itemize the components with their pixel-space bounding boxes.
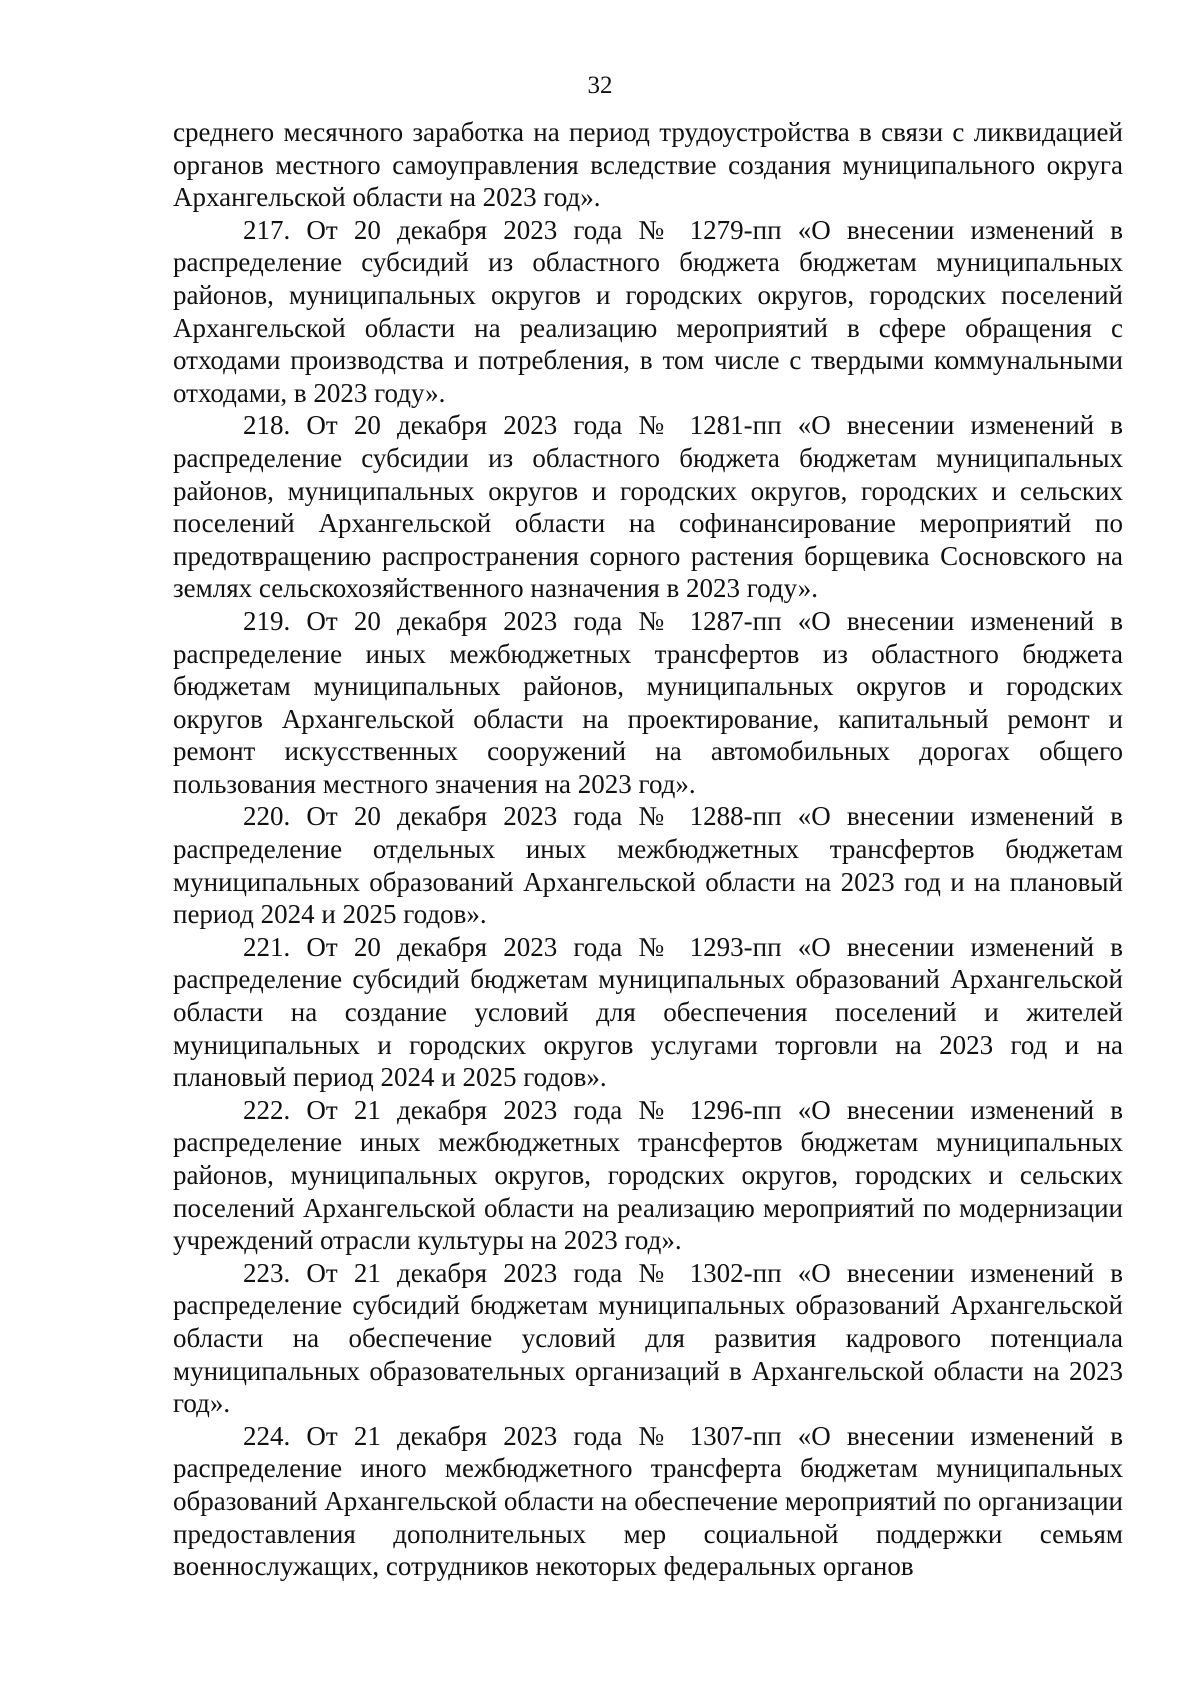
paragraph-item-218: 218. От 20 декабря 2023 года № 1281-пп «О внесении изменений в распределение субсидии из областного бюджета бюджетам муниципальных районов, муниципальных округов и городских округов, городских и сельских поселений Архангельской области на софинансирование мероприятий по предотвращению распространения сорного растения борщевика Сосновского на землях сельскохозяйственного назначения в 2023 году». bbox=[173, 410, 1123, 604]
page-number: 32 bbox=[587, 72, 613, 99]
paragraph-item-221: 221. От 20 декабря 2023 года № 1293-пп «О внесении изменений в распределение субсидий бюджетам муниципальных образований Архангельской области на создание условий для обеспечения поселений и жителей муниципальных и городских округов услугами торговли на 2023 год и на плановый период 2024 и 2025 годов». bbox=[173, 931, 1123, 1093]
paragraph-item-217: 217. От 20 декабря 2023 года № 1279-пп «О внесении изменений в распределение субсидий из областного бюджета бюджетам муниципальных районов, муниципальных округов и городских округов, городских поселений Архангельской области на реализацию мероприятий в сфере обращения с отходами производства и потребления, в том числе с твердыми коммунальными отходами, в 2023 году». bbox=[173, 214, 1123, 408]
paragraph-item-220: 220. От 20 декабря 2023 года № 1288-пп «О внесении изменений в распределение отдельных иных межбюджетных трансфертов бюджетам муниципальных образований Архангельской области на 2023 год и на плановый период 2024 и 2025 годов». bbox=[173, 801, 1123, 930]
document-body bbox=[173, 116, 1123, 1583]
paragraph-item-223: 223. От 21 декабря 2023 года № 1302-пп «О внесении изменений в распределение субсидий бюджетам муниципальных образований Архангельской области на обеспечение условий для развития кадрового потенциала муниципальных образовательных организаций в Архангельской области на 2023 год». bbox=[173, 1257, 1123, 1419]
paragraph-item-219: 219. От 20 декабря 2023 года № 1287-пп «О внесении изменений в распределение иных межбюджетных трансфертов из областного бюджета бюджетам муниципальных районов, муниципальных округов и городских округов Архангельской области на проектирование, капитальный ремонт и ремонт искусственных сооружений на автомобильных дорогах общего пользования местного значения на 2023 год». bbox=[173, 605, 1123, 799]
paragraph-continuation: среднего месячного заработка на период трудоустройства в связи с ликвидацией органов местного самоуправления вследствие создания муниципального округа Архангельской области на 2023 год». bbox=[173, 117, 1123, 213]
paragraph-item-222: 222. От 21 декабря 2023 года № 1296-пп «О внесении изменений в распределение иных межбюджетных трансфертов бюджетам муниципальных районов, муниципальных округов, городских округов, городских и сельских поселений Архангельской области на реализацию мероприятий по модернизации учреждений отрасли культуры на 2023 год». bbox=[173, 1094, 1123, 1256]
paragraph-item-224: 224. От 21 декабря 2023 года № 1307-пп «О внесении изменений в распределение иного межбюджетного трансферта бюджетам муниципальных образований Архангельской области на обеспечение мероприятий по организации предоставления дополнительных мер социальной поддержки семьям военнослужащих, сотрудников некоторых федеральных органов bbox=[173, 1420, 1123, 1582]
